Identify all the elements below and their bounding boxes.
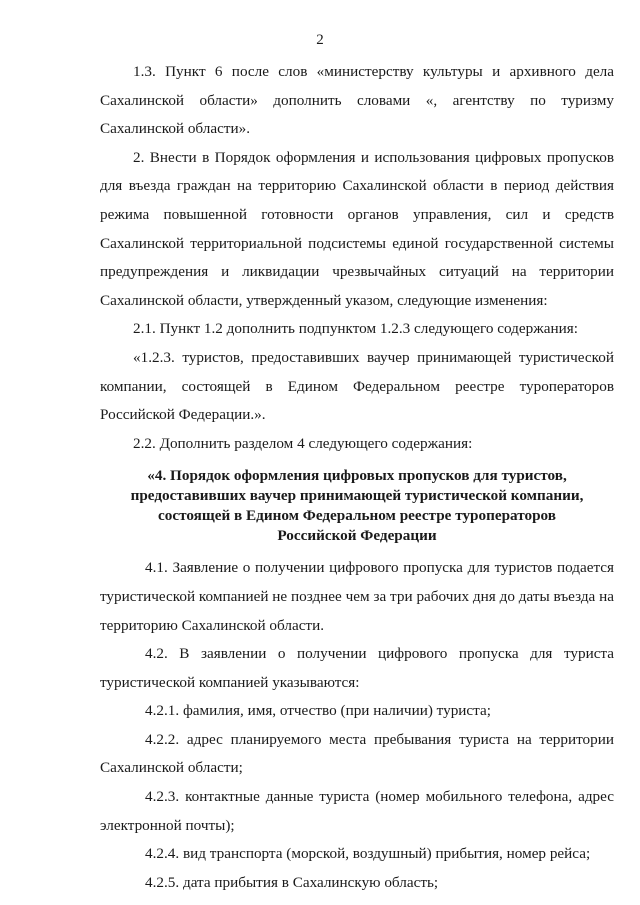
heading-line: состоящей в Едином Федеральном реестре туроператоров xyxy=(158,507,556,525)
paragraph-4-2-2: 4.2.2. адрес планируемого места пребывания туриста на территории Сахалинской области; xyxy=(100,730,614,777)
document-body xyxy=(100,58,614,897)
paragraph-4-2-1: 4.2.1. фамилия, имя, отчество (при наличии) туриста; xyxy=(145,702,491,720)
heading-line: Российской Федерации xyxy=(277,527,437,545)
paragraph-2-1: 2.1. Пункт 1.2 дополнить подпунктом 1.2.3 следующего содержания: xyxy=(133,320,578,338)
paragraph-1-2-3: «1.2.3. туристов, предоставивших ваучер принимающей туристической компании, состоящей в Едином Федеральном реестре туроператоров Российской Федерации.». xyxy=(100,348,614,424)
paragraph-1-3: 1.3. Пункт 6 после слов «министерству культуры и архивного дела Сахалинской области» дополнить словами «, агентству по туризму Сахалинской области». xyxy=(100,63,614,138)
paragraph-4-2-4: 4.2.4. вид транспорта (морской, воздушный) прибытия, номер рейса; xyxy=(145,845,591,863)
heading-line: «4. Порядок оформления цифровых пропусков для туристов, xyxy=(147,467,567,485)
section-4-heading xyxy=(100,466,614,546)
page-number: 2 xyxy=(316,32,324,48)
paragraph-4-2: 4.2. В заявлении о получении цифрового пропуска для туриста туристической компанией указываются: xyxy=(100,645,614,691)
paragraph-2: 2. Внести в Порядок оформления и использования цифровых пропусков для въезда граждан на территорию Сахалинской области в период действия режима повышенной готовности органов управления, сил и средств Сахалинской территориальной подсистемы единой государственной системы предупреждения и ликвидации чрезвычайных ситуаций на территории Сахалинской области, утвержденный указом, следующие изменения: xyxy=(100,148,614,309)
paragraph-4-2-5: 4.2.5. дата прибытия в Сахалинскую область; xyxy=(145,873,439,891)
paragraph-4-2-3: 4.2.3. контактные данные туриста (номер мобильного телефона, адрес электронной почты); xyxy=(100,788,614,834)
paragraph-4-1: 4.1. Заявление о получении цифрового пропуска для туристов подается туристической компанией не позднее чем за три рабочих дня до даты въезда на территорию Сахалинской области. xyxy=(100,559,614,634)
heading-line: предоставивших ваучер принимающей туристической компании, xyxy=(130,487,584,505)
paragraph-2-2: 2.2. Дополнить разделом 4 следующего содержания: xyxy=(133,434,473,452)
